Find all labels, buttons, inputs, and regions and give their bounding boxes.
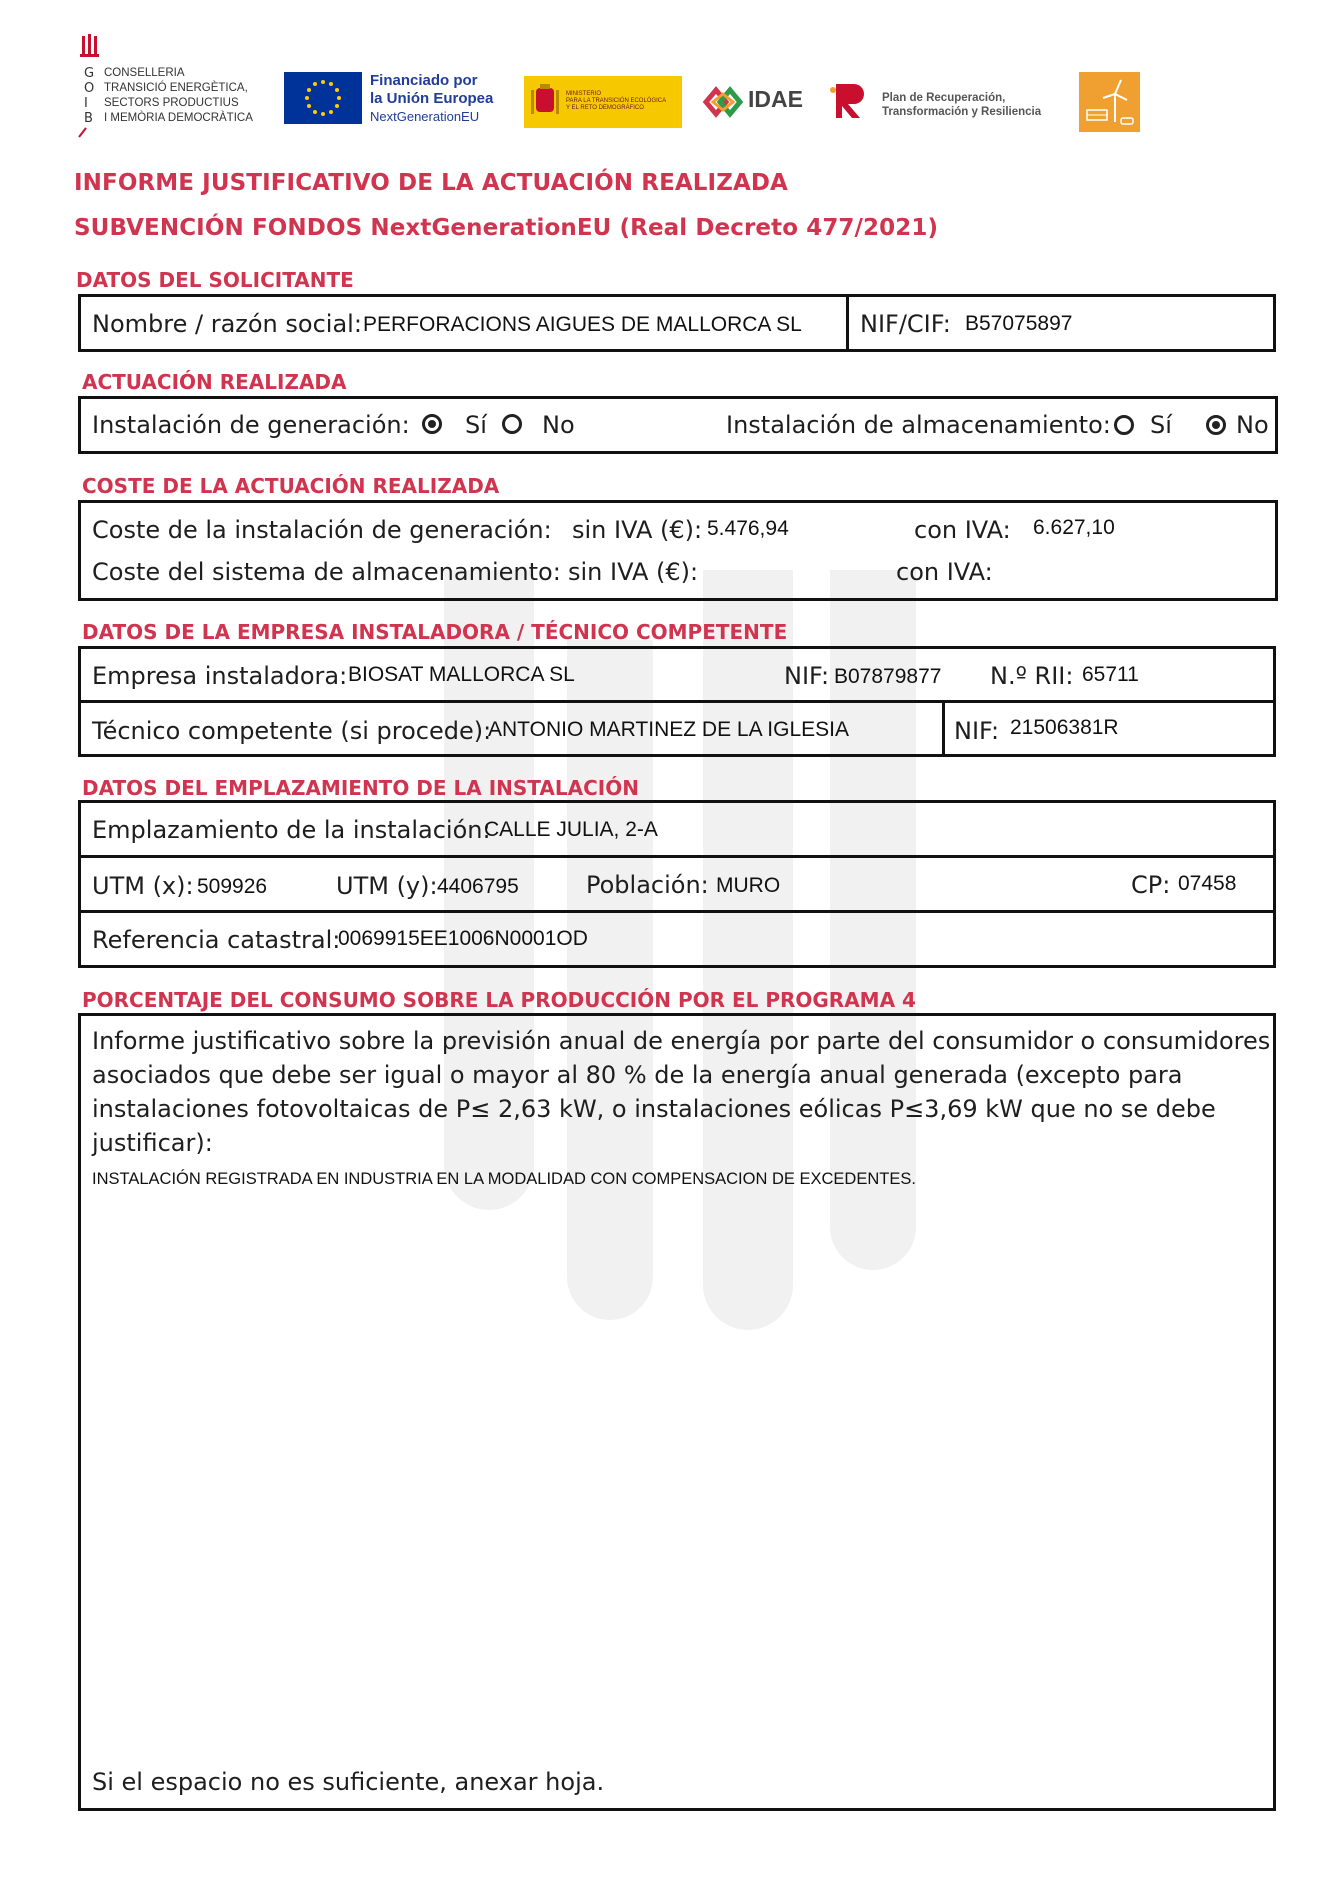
plan-r-icon [828,80,870,122]
coste-gen-con-iva-field[interactable]: 6.627,10 [1033,516,1115,539]
nif-cif-label: NIF/CIF: [860,310,951,338]
almacenamiento-no-label: No [1236,411,1269,439]
instalacion-almacenamiento-label: Instalación de almacenamiento: [726,411,1111,439]
divider [78,700,1276,703]
empresa-nif-field[interactable]: B07879877 [834,665,942,688]
rii-label: N.º RII: [990,662,1074,690]
utm-y-field[interactable]: 4406795 [437,875,519,898]
nombre-field[interactable]: PERFORACIONS AIGUES DE MALLORCA SL [363,313,802,336]
goib-emblem-icon [80,32,104,62]
porcentaje-instructions: Informe justificativo sobre la previsión anual de energía por parte del consumidor o consumidores asociados que debe ser igual o mayor al 80 % de la energía anual generada (excepto para instalaciones fotovoltaicas de P≤ 2,63 kW, o instalaciones eólicas P≤3,69 kW que no se debe justificar): [92,1027,1271,1157]
referencia-catastral-label: Referencia catastral: [92,926,341,954]
cp-field[interactable]: 07458 [1178,872,1237,895]
plan-line2: Transformación y Resiliencia [882,106,1042,118]
coste-gen-sin-iva-label: sin IVA (€): [572,516,703,544]
page-title: INFORME JUSTIFICATIVO DE LA ACTUACIÓN REALIZADA [74,170,788,196]
generacion-si-label: Sí [465,411,487,439]
ministerio-text: MINISTERIO PARA LA TRANSICIÓN ECOLÓGICA Y EL RETO DEMOGRÁFICO [566,91,667,111]
logo-goib [78,28,278,138]
goib-letters: G O I B [84,66,95,126]
empresa-instaladora-label: Empresa instaladora: [92,662,348,690]
divider [846,294,849,352]
eu-line3: NextGenerationEU [370,109,480,124]
section-solicitante-title: DATOS DEL SOLICITANTE [76,268,354,292]
coste-alm-sin-iva-label: sin IVA (€): [568,558,699,586]
emplazamiento-label: Emplazamiento de la instalación: [92,816,491,844]
divider [78,855,1276,858]
wind-turbine-solar-icon [1079,72,1140,132]
generacion-no-radio[interactable] [502,414,522,434]
poblacion-field[interactable]: MURO [716,874,781,897]
nif-cif-field[interactable]: B57075897 [965,312,1073,335]
tecnico-nif-field[interactable]: 21506381R [1010,716,1119,739]
referencia-catastral-field[interactable]: 0069915EE1006N0001OD [338,927,588,950]
poblacion-label: Población: [586,871,709,899]
section-empresa-title: DATOS DE LA EMPRESA INSTALADORA / TÉCNICO COMPETENTE [82,620,788,644]
logo-ministerio [524,76,682,128]
eu-line1: Financiado por [370,72,478,89]
goib-text: CONSELLERIA TRANSICIÓ ENERGÈTICA, SECTORS PRODUCTIUS I MEMÒRIA DEMOCRÀTICA [104,67,253,124]
nombre-label: Nombre / razón social: [92,310,362,338]
eu-flag-icon [284,72,362,124]
porcentaje-footer-note: Si el espacio no es suficiente, anexar hoja. [92,1768,605,1796]
coste-gen-sin-iva-field[interactable]: 5.476,94 [707,517,789,540]
idae-text: IDAE [748,86,803,112]
empresa-instaladora-field[interactable]: BIOSAT MALLORCA SL [348,663,575,686]
rii-field[interactable]: 65711 [1082,663,1139,686]
coste-gen-con-iva-label: con IVA: [914,516,1011,544]
empresa-nif-label: NIF: [784,662,830,690]
instalacion-generacion-label: Instalación de generación: [92,411,410,439]
almacenamiento-si-label: Sí [1150,411,1172,439]
tecnico-nif-label: NIF: [954,717,1000,745]
coste-alm-con-iva-label: con IVA: [896,558,993,586]
utm-y-label: UTM (y): [336,872,438,900]
emplazamiento-field[interactable]: CALLE JULIA, 2-A [484,818,658,841]
idae-mark-icon [702,82,746,122]
section-porcentaje-title: PORCENTAJE DEL CONSUMO SOBRE LA PRODUCCIÓN POR EL PROGRAMA 4 [82,988,916,1012]
cp-label: CP: [1131,871,1171,899]
utm-x-label: UTM (x): [92,872,194,900]
page-subtitle: SUBVENCIÓN FONDOS NextGenerationEU (Real Decreto 477/2021) [74,215,939,241]
section-coste-title: COSTE DE LA ACTUACIÓN REALIZADA [82,474,500,498]
almacenamiento-si-radio[interactable] [1114,415,1134,435]
spain-coat-of-arms-icon [530,82,560,122]
utm-x-field[interactable]: 509926 [197,875,268,898]
logo-solar-wind [1079,72,1140,132]
section-emplazamiento-title: DATOS DEL EMPLAZAMIENTO DE LA INSTALACIÓN [82,776,639,800]
coste-generacion-label: Coste de la instalación de generación: [92,516,552,544]
eu-line2: la Unión Europea [370,90,494,107]
porcentaje-justification-field[interactable]: INSTALACIÓN REGISTRADA EN INDUSTRIA EN LA MODALIDAD CON COMPENSACION DE EXCEDENTES. [92,1170,916,1188]
generacion-no-label: No [542,411,575,439]
logo-idae [702,80,818,124]
divider [78,910,1276,913]
coste-almacenamiento-label: Coste del sistema de almacenamiento: [92,558,561,586]
tecnico-field[interactable]: ANTONIO MARTINEZ DE LA IGLESIA [488,718,849,741]
tecnico-label: Técnico competente (si procede): [92,717,492,745]
divider [942,700,945,757]
section-actuacion-title: ACTUACIÓN REALIZADA [82,370,347,394]
logo-eu [284,72,504,128]
generacion-si-radio[interactable] [422,414,442,434]
goib-slash-icon [78,126,88,138]
logo-plan-recuperacion [828,80,1058,126]
almacenamiento-no-radio[interactable] [1206,415,1226,435]
plan-line1: Plan de Recuperación, [882,92,1006,104]
